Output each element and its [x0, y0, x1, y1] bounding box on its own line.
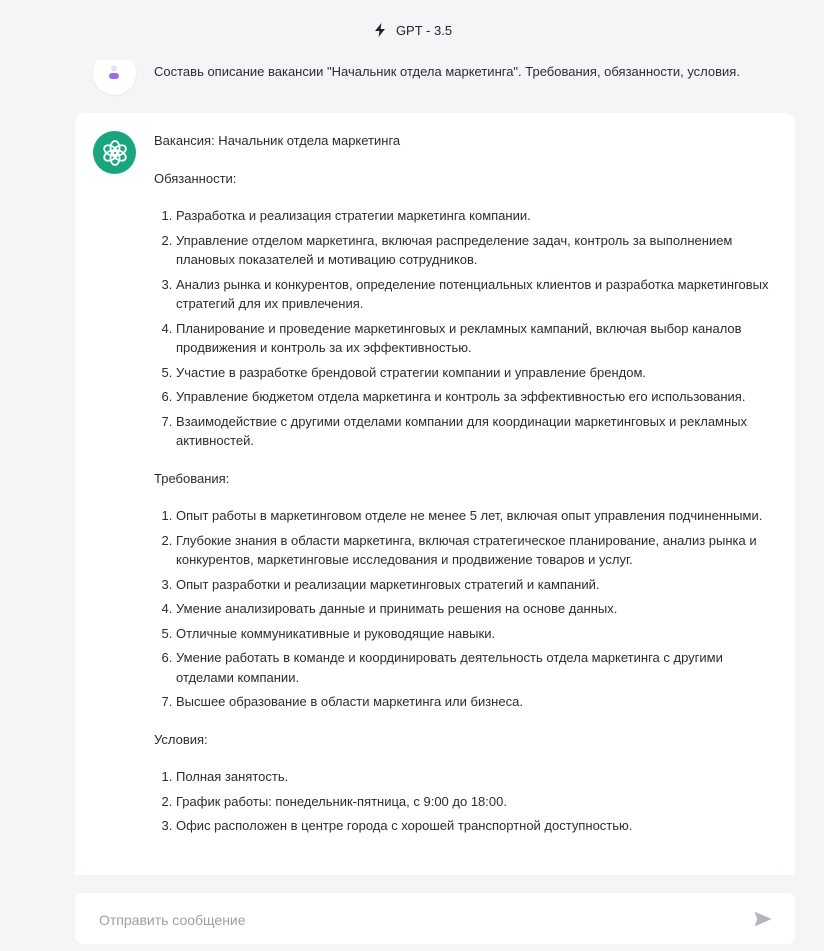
list-item: 6. Умение работать в команде и координировать деятельность отдела маркетинга с другими отделами компании.: [176, 648, 779, 687]
list-item: 3. Анализ рынка и конкурентов, определение потенциальных клиентов и разработка маркетинговых стратегий для их привлечения.: [176, 275, 779, 314]
list-item: 3. Опыт разработки и реализации маркетинговых стратегий и кампаний.: [176, 575, 779, 595]
list-item: 1. Полная занятость.: [176, 767, 779, 787]
send-icon[interactable]: [753, 909, 773, 929]
requirements-list: [154, 506, 779, 712]
list-item: 2. Управление отделом маркетинга, включая распределение задач, контроль за выполнением плановых показателей и мотивацию сотрудников.: [176, 231, 779, 270]
model-label: GPT - 3.5: [395, 22, 453, 38]
list-item: 4. Умение анализировать данные и принимать решения на основе данных.: [176, 599, 779, 619]
openai-logo-icon: [101, 139, 129, 167]
list-item: 5. Участие в разработке брендовой стратегии компании и управление брендом.: [176, 363, 779, 383]
assistant-avatar: [93, 131, 136, 174]
model-selector[interactable]: [372, 22, 452, 38]
top-bar: [0, 0, 824, 60]
vacancy-title: Вакансия: Начальник отдела маркетинга: [154, 133, 401, 148]
composer-area: [0, 875, 824, 951]
user-message-text: Составь описание вакансии "Начальник отдела маркетинга". Требования, обязанности, условия.: [154, 64, 740, 79]
assistant-message: [75, 113, 795, 913]
user-icon: [107, 64, 121, 82]
duties-list: [154, 206, 779, 451]
section-heading-conditions: Условия:: [154, 731, 208, 747]
list-item: 7. Высшее образование в области маркетинга или бизнеса.: [176, 692, 779, 712]
list-item: 2. Глубокие знания в области маркетинга, включая стратегическое планирование, анализ рынка и конкурентов, маркетинговые исследования и продвижение товаров и услуг.: [176, 531, 779, 570]
section-heading-duties: Обязанности:: [154, 170, 237, 186]
list-item: 6. Управление бюджетом отдела маркетинга и контроль за эффективностью его использования.: [176, 387, 779, 407]
section-heading-requirements: Требования:: [154, 470, 230, 486]
lightning-icon: [372, 22, 388, 38]
list-item: 7. Взаимодействие с другими отделами компании для координации маркетинговых и рекламных активностей.: [176, 412, 779, 451]
message-composer: [75, 893, 795, 944]
list-item: 1. Разработка и реализация стратегии маркетинга компании.: [176, 206, 779, 226]
list-item: 2. График работы: понедельник-пятница, с 9:00 до 18:00.: [176, 792, 779, 812]
assistant-message-body: [154, 131, 779, 854]
message-input[interactable]: [97, 893, 731, 946]
conditions-list: [154, 767, 779, 836]
list-item: 1. Опыт работы в маркетинговом отделе не менее 5 лет, включая опыт управления подчиненными.: [176, 506, 779, 526]
list-item: 4. Планирование и проведение маркетинговых и рекламных кампаний, включая выбор каналов продвижения и контроль за их эффективностью.: [176, 319, 779, 358]
list-item: 5. Отличные коммуникативные и руководящие навыки.: [176, 624, 779, 644]
list-item: 3. Офис расположен в центре города с хорошей транспортной доступностью.: [176, 816, 779, 836]
